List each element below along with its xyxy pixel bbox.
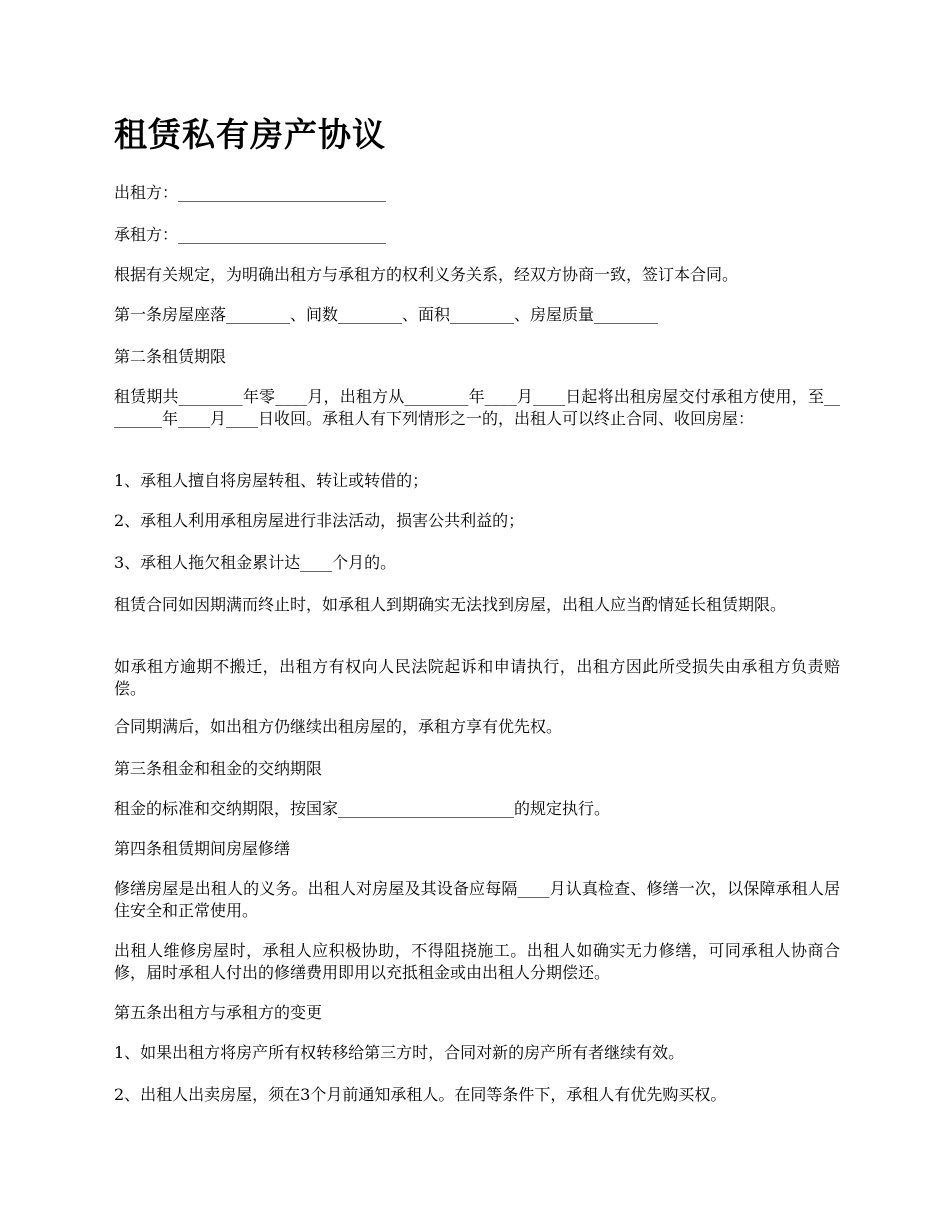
- priority-paragraph: 合同期满后，如出租方仍继续出租房屋的，承租方享有优先权。: [114, 717, 563, 736]
- document-title: 租赁私有房产协议: [114, 115, 386, 154]
- article-1-paragraph: 第一条房屋座落________、间数________、面积________、房屋质量________: [114, 305, 659, 324]
- article-2-heading: 第二条租赁期限: [114, 347, 227, 366]
- lease-extension-paragraph: 租赁合同如因期满而终止时，如承租人到期确实无法找到房屋，出租人应当酌情延长租赁期限。: [114, 595, 787, 614]
- article-5-heading: 第五条出租方与承租方的变更: [114, 1003, 323, 1022]
- repair-duty-paragraph: 修缮房屋是出租人的义务。出租人对房屋及其设备应每隔____月认真检查、修缮一次，以保障承租人居住安全和正常使用。: [114, 879, 840, 920]
- list-item-1: 1、承租人擅自将房屋转租、转让或转借的；: [114, 471, 429, 490]
- list-item-3: 3、承租人拖欠租金累计达____个月的。: [114, 553, 397, 572]
- overdue-paragraph: 如承租方逾期不搬迁，出租方有权向人民法院起诉和申请执行，出租方因此所受损失由承租方负责赔偿。: [114, 657, 840, 698]
- change-item-2: 2、出租人出卖房屋，须在3个月前通知承租人。在同等条件下，承租人有优先购买权。: [114, 1085, 727, 1104]
- change-item-1: 1、如果出租方将房产所有权转移给第三方时，合同对新的房产所有者继续有效。: [114, 1043, 685, 1062]
- repair-cooperation-paragraph: 出租人维修房屋时，承租人应积极协助，不得阻挠施工。出租人如确实无力修缮，可同承租人协商合修，届时承租人付出的修缮费用即用以充抵租金或由出租人分期偿还。: [114, 941, 840, 982]
- preamble-paragraph: 根据有关规定，为明确出租方与承租方的权利义务关系，经双方协商一致，签订本合同。: [114, 265, 739, 284]
- rent-standard-paragraph: 租金的标准和交纳期限，按国家______________________的规定执行。: [114, 799, 611, 818]
- list-item-2: 2、承租人利用承租房屋进行非法活动，损害公共利益的；: [114, 511, 525, 530]
- lessor-line: 出租方：__________________________: [114, 183, 387, 202]
- lease-term-paragraph: 租赁期共________年零____月，出租方从________年____月____日起将出租房屋交付承租方使用，至________年____月____日收回。承租人有下列情形之一的，出租人可以终止合同、收回房屋：: [114, 387, 840, 428]
- lessee-line: 承租方：__________________________: [114, 225, 387, 244]
- article-3-heading: 第三条租金和租金的交纳期限: [114, 759, 323, 778]
- article-4-heading: 第四条租赁期间房屋修缮: [114, 839, 291, 858]
